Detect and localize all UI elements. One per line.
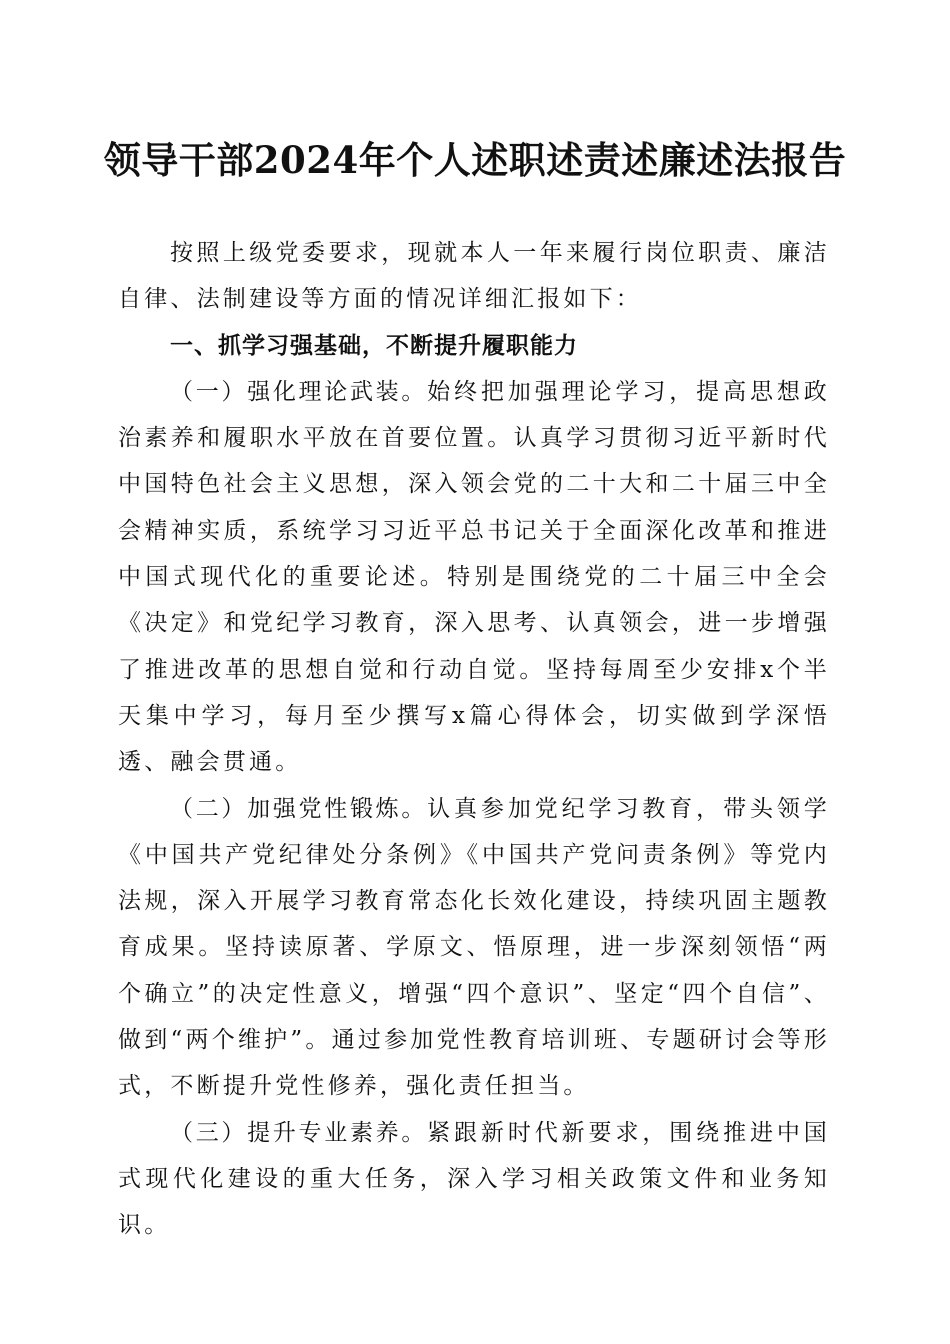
- item-1-text: 始终把加强理论学习，提高思想政治素养和履职水平放在首要位置。认真学习贯彻习近平新时代中国特色社会主义思想，深入领会党的二十大和二十届三中全会精神实质，系统学习习近平总书记关于全面深化改革和推进中国式现代化的重要论述。特别是围绕党的二十届三中全会《决定》和党纪学习教育，深入思考、认真领会，进一步增强了推进改革的思想自觉和行动自觉。坚持每周至少安排x个半天集中学习，每月至少撰写x篇心得体会，切实做到学深悟透、融会贯通。: [118, 378, 831, 776]
- document-body: [118, 230, 830, 1249]
- document-title: 领导干部2024年个人述职述责述廉述法报告: [103, 138, 847, 182]
- item-2-title: （二）加强党性锻炼。: [170, 795, 428, 822]
- intro-paragraph: 按照上级党委要求，现就本人一年来履行岗位职责、廉洁自律、法制建设等方面的情况详细汇报如下：: [118, 240, 830, 313]
- item-2-text: 认真参加党纪学习教育，带头领学《中国共产党纪律处分条例》《中国共产党问责条例》等党内法规，深入开展学习教育常态化长效化建设，持续巩固主题教育成果。坚持读原著、学原文、悟原理，进一步深刻领悟“两个确立”的决定性意义，增强“四个意识”、坚定“四个自信”、做到“两个维护”。通过参加党性教育培训班、专题研讨会等形式，不断提升党性修养，强化责任担当。: [118, 795, 831, 1100]
- item-1-title: （一）强化理论武装。: [170, 378, 428, 405]
- item-3-title: （三）提升专业素养。: [170, 1119, 428, 1146]
- item-3-paragraph: [118, 1110, 830, 1249]
- item-1-paragraph: [118, 369, 830, 786]
- item-3-text: 紧跟新时代新要求，围绕推进中国式现代化建设的重大任务，深入学习相关政策文件和业务知识。: [118, 1119, 831, 1239]
- item-2-paragraph: [118, 786, 830, 1110]
- section-1-heading: 一、抓学习强基础，不断提升履职能力: [170, 332, 578, 359]
